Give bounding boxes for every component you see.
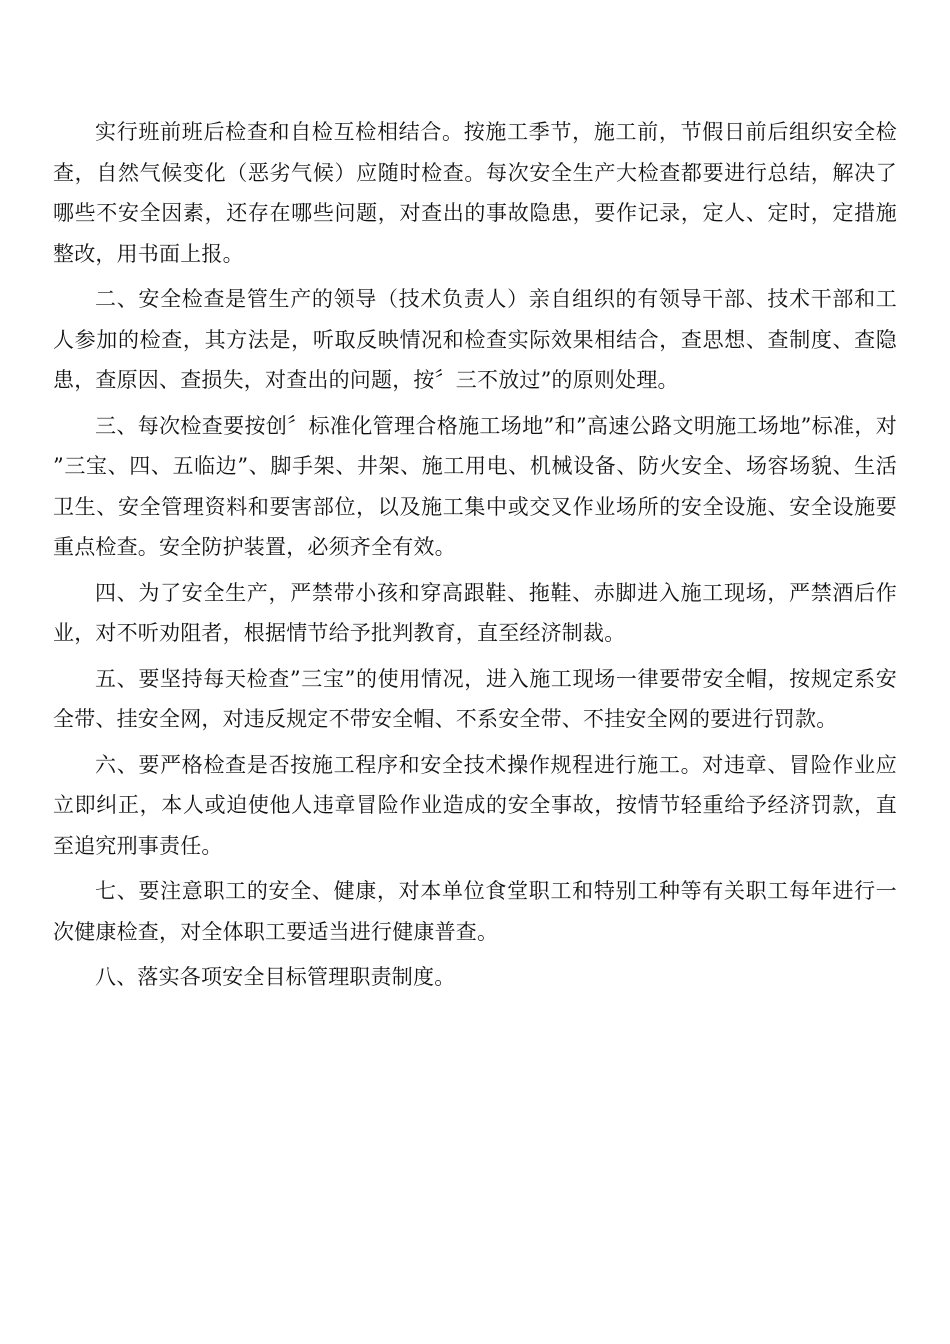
paragraph-item-4: 四、为了安全生产，严禁带小孩和穿高跟鞋、拖鞋、赤脚进入施工现场，严禁酒后作业，对不听劝阻者，根据情节给予批判教育，直至经济制裁。 — [53, 580, 897, 645]
document-body — [53, 112, 897, 998]
paragraph-item-3: 三、每次检查要按创〞标准化管理合格施工场地”和”高速公路文明施工场地”标准，对”三宝、四、五临边”、脚手架、井架、施工用电、机械设备、防火安全、场容场貌、生活卫生、安全管理资料和要害部位，以及施工集中或交叉作业场所的安全设施、安全设施要重点检查。安全防护装置，必须齐全有效。 — [53, 413, 897, 559]
paragraph-inspection-schedule: 实行班前班后检查和自检互检相结合。按施工季节，施工前，节假日前后组织安全检查，自然气候变化（恶劣气候）应随时检查。每次安全生产大检查都要进行总结，解决了哪些不安全因素，还存在哪些问题，对查出的事故隐患，要作记录，定人、定时，定措施整改，用书面上报。 — [53, 120, 897, 266]
paragraph-item-5: 五、要坚持每天检查”三宝”的使用情况，进入施工现场一律要带安全帽，按规定系安全带、挂安全网，对违反规定不带安全帽、不系安全带、不挂安全网的要进行罚款。 — [53, 666, 897, 731]
paragraph-item-2: 二、安全检查是管生产的领导（技术负责人）亲自组织的有领导干部、技术干部和工人参加的检查，其方法是，听取反映情况和检查实际效果相结合，查思想、查制度、查隐患，查原因、查损失，对查出的问题，按〞三不放过”的原则处理。 — [53, 287, 897, 392]
paragraph-item-6: 六、要严格检查是否按施工程序和安全技术操作规程进行施工。对违章、冒险作业应立即纠正，本人或迫使他人违章冒险作业造成的安全事故，按情节轻重给予经济罚款，直至追究刑事责任。 — [53, 752, 897, 858]
paragraph-item-7: 七、要注意职工的安全、健康，对本单位食堂职工和特别工种等有关职工每年进行一次健康检查，对全体职工要适当进行健康普查。 — [53, 879, 897, 944]
paragraph-item-8: 八、落实各项安全目标管理职责制度。 — [95, 965, 456, 989]
